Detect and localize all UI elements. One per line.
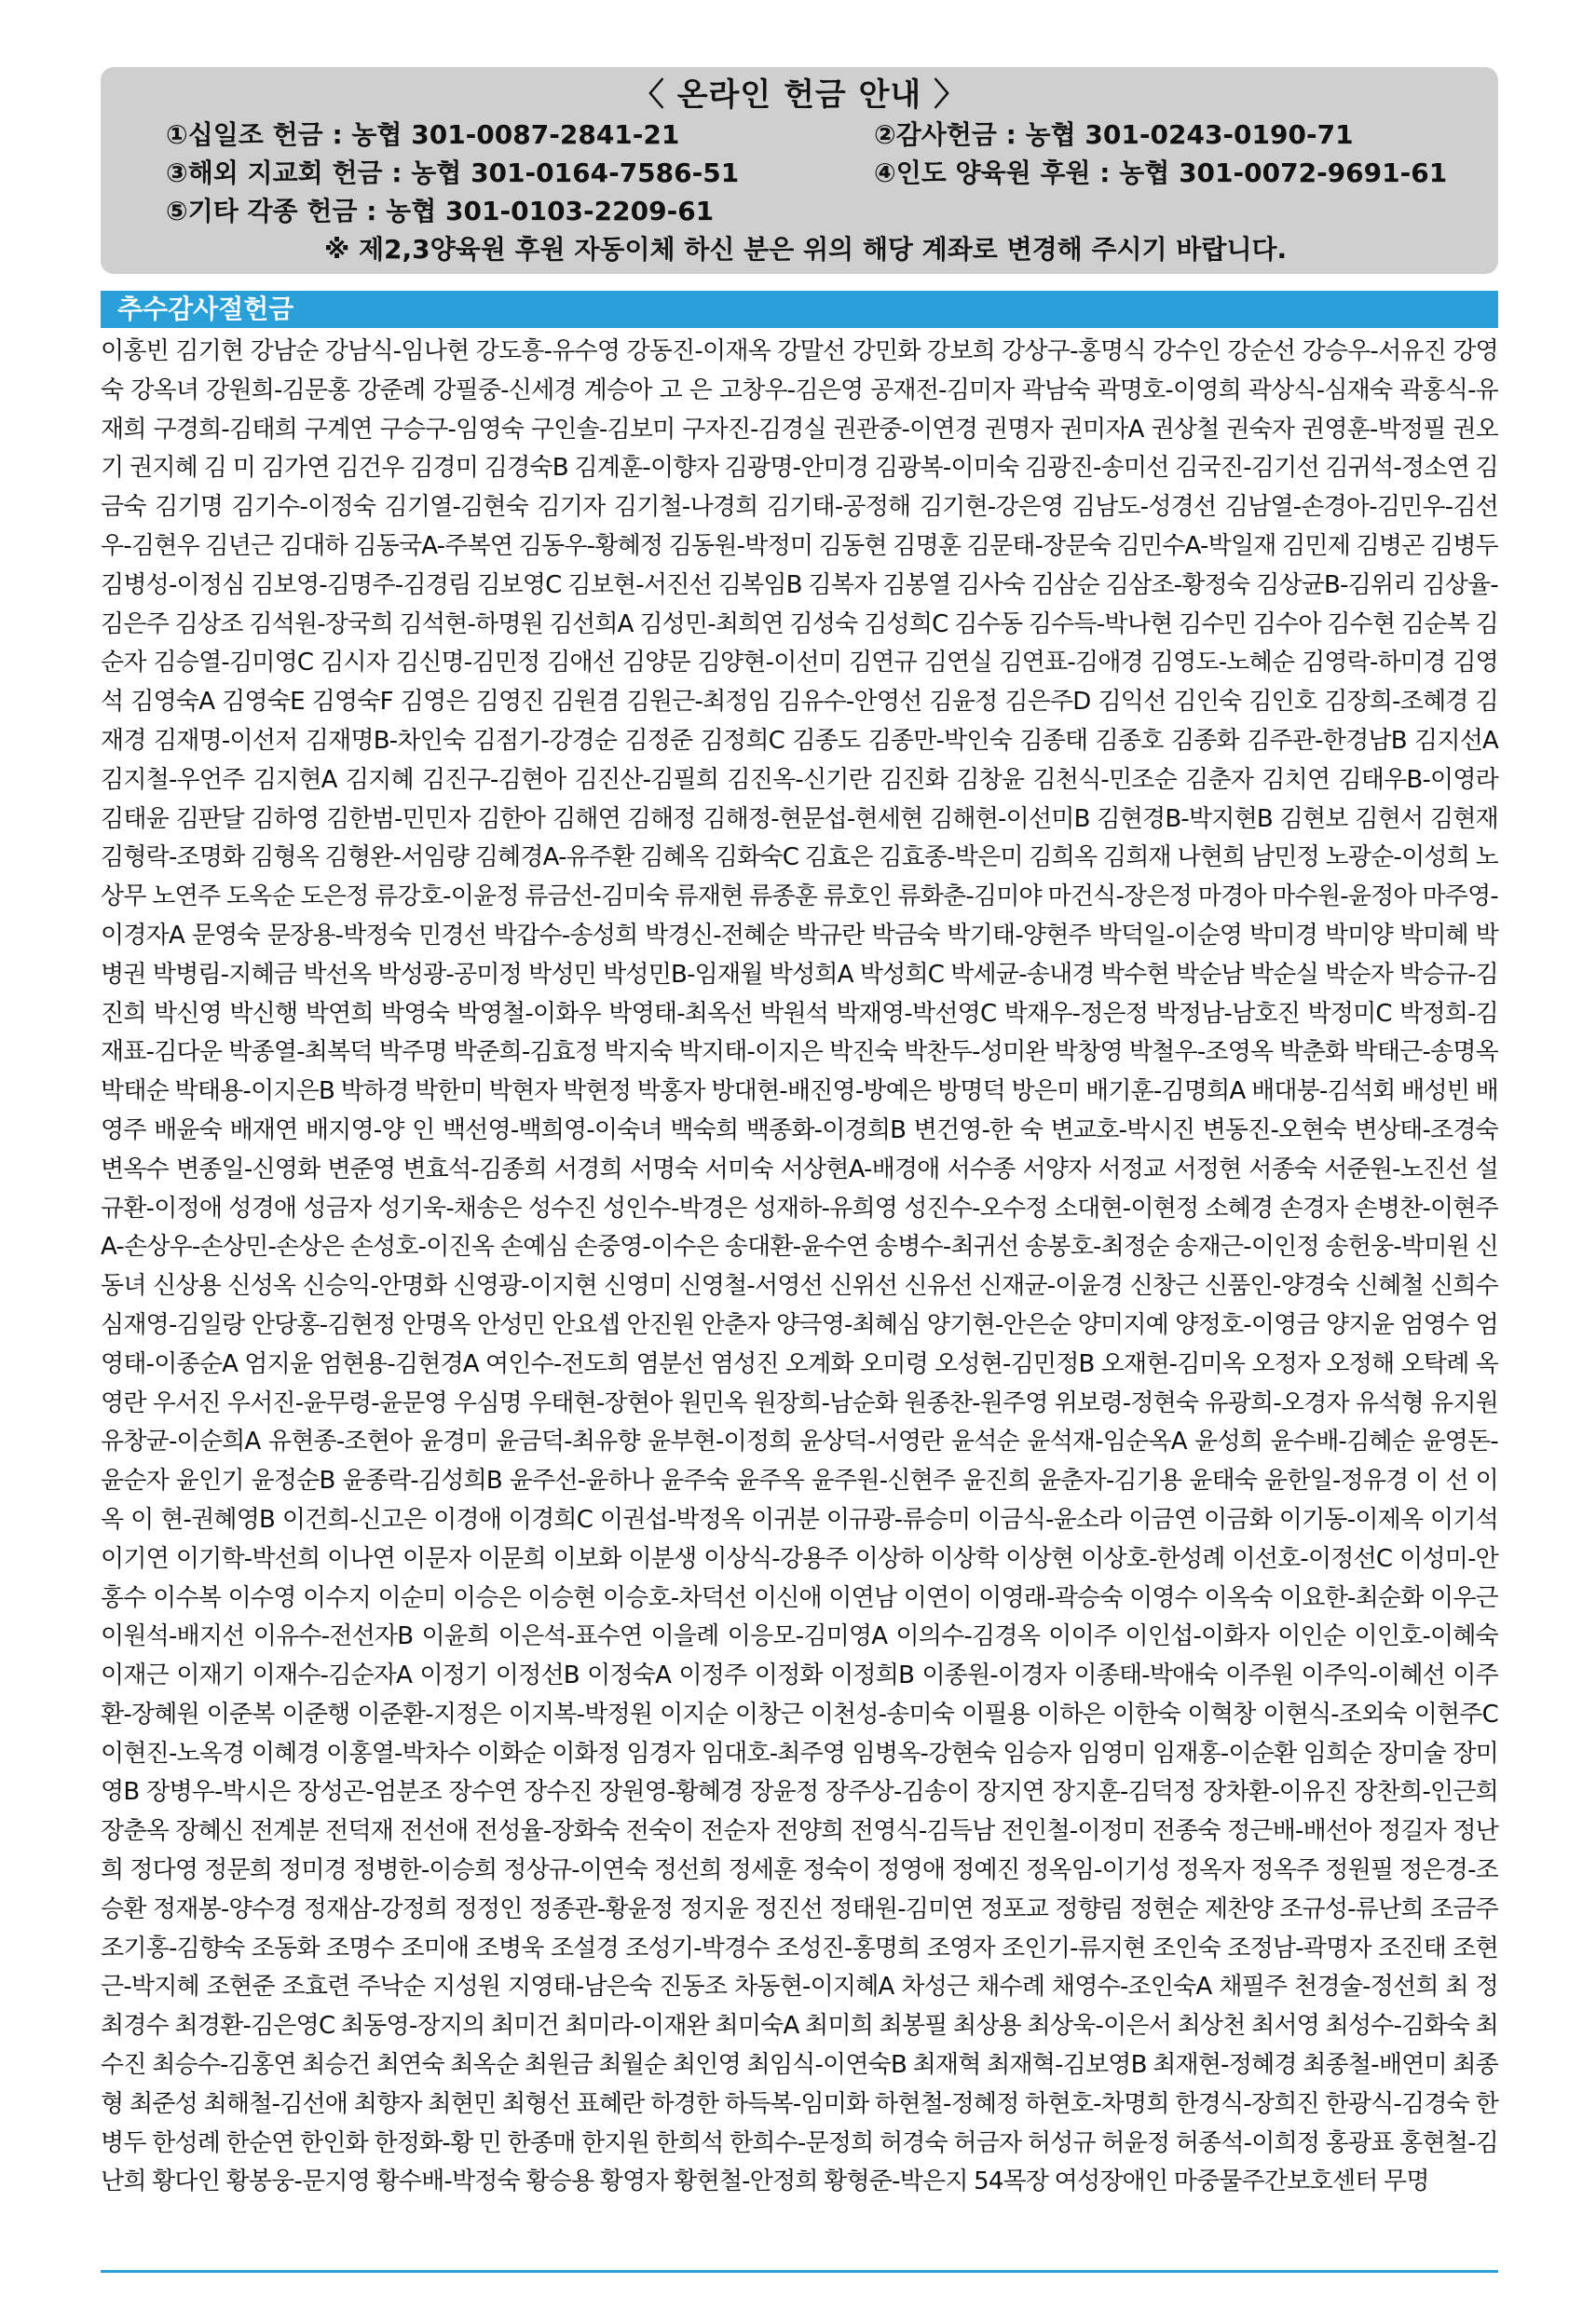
notice-note: ※ 제2,3양육원 후원 자동이체 하신 분은 위의 해당 계좌로 변경해 주시기 바랍니다. — [324, 234, 1288, 265]
section-header-bar — [101, 291, 1498, 328]
account-thanksgiving: ②감사헌금 : 농협 301-0243-0190-71 — [874, 119, 1354, 150]
account-other: ⑤기타 각종 헌금 : 농협 301-0103-2209-61 — [166, 196, 715, 226]
bottom-divider — [101, 2270, 1498, 2273]
online-offering-notice — [101, 67, 1498, 274]
donor-name-list: 이홍빈 김기현 강남순 강남식-임나현 강도흥-유수영 강동진-이재옥 강말선 강민화 강보희 강상구-홍명식 강수인 강순선 강승우-서유진 강영숙 강옥녀 강원희-김문홍 강준례 강필중-신세경 계승아 고 은 고창우-김은영 공재전-김미자 곽남숙 곽명호-이영희 곽상식-심재숙 곽홍식-유재희 구경희-김태희 구계연 구승구-임영숙 구인솔-김보미 구자진-김경실 권관중-이연경 권명자 권미자A 권상철 권숙자 권영훈-박정필 권오기 권지혜 김 미 김가연 김건우 김경미 김경숙B 김계훈-이향자 김광명-안미경 김광복-이미숙 김광진-송미선 김국진-김기선 김귀석-정소연 김금숙 김기명 김기수-이정숙 김기열-김현숙 김기자 김기철-나경희 김기태-공정해 김기현-강은영 김남도-성경선 김남열-손경아-김민우-김선우-김현우 김년근 김대하 김동국A-주복연 김동우-황혜정 김동원-박정미 김동현 김명훈 김문태-장문숙 김민수A-박일재 김민제 김병곤 김병두 김병성-이정심 김보영-김명주-김경림 김보영C 김보현-서진선 김복임B 김복자 김봉열 김사숙 김삼순 김삼조-황정숙 김상균B-김위리 김상율-김은주 김상조 김석원-장국희 김석현-하명원 김선희A 김성민-최희연 김성숙 김성희C 김수동 김수득-박나현 김수민 김수아 김수현 김순복 김순자 김승열-김미영C 김시자 김신명-김민정 김애선 김양문 김양현-이선미 김연규 김연실 김연표-김애경 김영도-노혜순 김영락-하미경 김영석 김영숙A 김영숙E 김영숙F 김영은 김영진 김원겸 김원근-최정임 김유수-안영선 김윤정 김은주D 김익선 김인숙 김인호 김장희-조혜경 김재경 김재명-이선저 김재명B-차인숙 김점기-강경순 김정준 김정희C 김종도 김종만-박인숙 김종태 김종호 김종화 김주관-한경남B 김지선A 김지철-우언주 김지현A 김지혜 김진구-김현아 김진산-김필희 김진옥-신기란 김진화 김창윤 김천식-민조순 김춘자 김치연 김태우B-이영라 김태윤 김판달 김하영 김한범-민민자 김한아 김해연 김해정 김해정-현문섭-현세현 김해현-이선미B 김현경B-박지현B 김현보 김현서 김현재 김형락-조명화 김형옥 김형완-서임량 김혜경A-유주환 김혜옥 김화숙C 김효은 김효종-박은미 김희옥 김희재 나현희 남민정 노광순-이성희 노상무 노연주 도옥순 도은정 류강호-이윤정 류금선-김미숙 류재현 류종훈 류호인 류화춘-김미야 마건식-장은정 마경아 마수원-윤정아 마주영-이경자A 문영숙 문장용-박정숙 민경선 박갑수-송성희 박경신-전혜순 박규란 박금숙 박기태-양현주 박덕일-이순영 박미경 박미양 박미혜 박병권 박병림-지혜금 박선옥 박성광-공미정 박성민 박성민B-임재월 박성희A 박성희C 박세균-송내경 박수현 박순남 박순실 박순자 박승규-김진희 박신영 박신행 박연희 박영숙 박영철-이화우 박영태-최옥선 박원석 박재영-박선영C 박재우-정은정 박정남-남호진 박정미C 박정희-김재표-김다운 박종열-최복덕 박주명 박준희-김효정 박지숙 박지태-이지은 박진숙 박찬두-성미완 박창영 박철우-조영옥 박춘화 박태근-송명옥 박태순 박태용-이지은B 박하경 박한미 박현자 박현정 박홍자 방대현-배진영-방예은 방명덕 방은미 배기훈-김명희A 배대붕-김석회 배성빈 배영주 배윤숙 배재연 배지영-양 인 백선영-백희영-이숙녀 백숙희 백종화-이경희B 변건영-한 숙 변교호-박시진 변동진-오현숙 변상태-조경숙 변옥수 변종일-신영화 변준영 변효석-김종희 서경희 서명숙 서미숙 서상현A-배경애 서수종 서양자 서정교 서정현 서종숙 서준원-노진선 설규환-이정애 성경애 성금자 성기욱-채송은 성수진 성인수-박경은 성재하-유희영 성진수-오수정 소대현-이현정 소혜경 손경자 손병찬-이현주A-손상우-손상민-손상은 손성호-이진옥 손예심 손중영-이수은 송대환-윤수연 송병수-최귀선 송봉호-최정순 송재근-이인정 송헌웅-박미원 신동녀 신상용 신성옥 신승익-안명화 신영광-이지현 신영미 신영철-서영선 신위선 신유선 신재균-이윤경 신창근 신품인-양경숙 신혜철 신희수 심재영-김일랑 안당홍-김현정 안명옥 안성민 안요셉 안진원 안춘자 양극영-최혜심 양기현-안은순 양미지예 양정호-이영금 양지윤 엄영수 엄영태-이종순A 엄지윤 엄현용-김현경A 여인수-전도희 염분선 염성진 오계화 오미령 오성현-김민정B 오재현-김미옥 오정자 오정해 오탁례 옥영란 우서진 우서진-윤무령-윤문영 우심명 우태현-장현아 원민옥 원장희-남순화 원종찬-원주영 위보령-정현숙 유광희-오경자 유석형 유지원 유창균-이순희A 유현종-조현아 윤경미 윤금덕-최유향 윤부현-이정희 윤상덕-서영란 윤석순 윤석재-임순옥A 윤성희 윤수배-김혜순 윤영돈-윤순자 윤인기 윤정순B 윤종락-김성희B 윤주선-윤하나 윤주숙 윤주옥 윤주원-신현주 윤진희 윤춘자-김기용 윤태숙 윤한일-정유경 이 선 이 옥 이 현-권혜영B 이건희-신고은 이경애 이경희C 이권섭-박정옥 이귀분 이규광-류승미 이금식-윤소라 이금연 이금화 이기동-이제옥 이기석 이기연 이기학-박선희 이나연 이문자 이문희 이보화 이분생 이상식-강용주 이상하 이상학 이상현 이상호-한성례 이선호-이정선C 이성미-안홍수 이수복 이수영 이수지 이순미 이승은 이승현 이승호-차덕선 이신애 이연남 이연이 이영래-곽승숙 이영수 이옥숙 이요한-최순화 이우근 이원석-배지선 이유수-전선자B 이윤희 이은석-표수연 이을례 이응모-김미영A 이의수-김경옥 이이주 이인섭-이화자 이인순 이인호-이혜숙 이재근 이재기 이재수-김순자A 이정기 이정선B 이정숙A 이정주 이정화 이정희B 이종원-이경자 이종태-박애숙 이주원 이주익-이혜선 이주환-장혜원 이준복 이준행 이준환-지정은 이지복-박정원 이지순 이창근 이천성-송미숙 이필용 이하은 이한숙 이혁창 이현식-조외숙 이현주C 이현진-노옥경 이혜경 이홍열-박차수 이화순 이화정 임경자 임대호-최주영 임병옥-강현숙 임승자 임영미 임재홍-이순환 임희순 장미술 장미영B 장병우-박시은 장성곤-엄분조 장수연 장수진 장원영-황혜경 장윤정 장주상-김송이 장지연 장지훈-김덕정 장차환-이유진 장찬희-인근희 장춘옥 장혜신 전계분 전덕재 전선애 전성율-장화숙 전숙이 전순자 전양희 전영식-김득남 전인철-이정미 전종숙 정근배-배선아 정길자 정난희 정다영 정문희 정미경 정병한-이승희 정상규-이연숙 정선희 정세훈 정숙이 정영애 정예진 정옥임-이기성 정옥자 정옥주 정원필 정은경-조승환 정재봉-양수경 정재삼-강정희 정정인 정종관-황윤정 정지윤 정진선 정태원-김미연 정포교 정향림 정현순 제찬양 조규성-류난희 조금주 조기홍-김향숙 조동화 조명수 조미애 조병욱 조설경 조성기-박경수 조성진-홍명희 조영자 조인기-류지현 조인숙 조정남-곽명자 조진태 조현근-박지혜 조현준 조효련 주낙순 지성원 지영태-남은숙 진동조 차동현-이지혜A 차성근 채수례 채영수-조인숙A 채필주 천경술-정선희 최 정 최경수 최경환-김은영C 최동영-장지의 최미건 최미라-이재완 최미숙A 최미희 최봉필 최상용 최상욱-이은서 최상천 최서영 최성수-김화숙 최수진 최승수-김홍연 최승건 최연숙 최옥순 최원금 최월순 최인영 최임식-이연숙B 최재혁 최재혁-김보영B 최재현-정혜경 최종철-배연미 최종형 최준성 최해철-김선애 최향자 최현민 최형선 표혜란 하경한 하득복-임미화 하현철-정혜정 하현호-차명희 한경식-장희진 한광식-김경숙 한병두 한성례 한순연 한인화 한정화-황 민 한종매 한지원 한희석 한희수-문정희 허경숙 허금자 허성규 허윤정 허종석-이희정 홍광표 홍현철-김난희 황다인 황봉웅-문지영 황수배-박정숙 황승용 황영자 황현철-안정희 황형준-박은지 54목장 여성장애인 마중물주간보호센터 무명 — [101, 337, 1498, 2196]
account-list — [166, 116, 1448, 230]
account-india-orphanage: ④인도 양육원 후원 : 농협 301-0072-9691-61 — [874, 157, 1448, 188]
account-tithe: ①십일조 헌금 : 농협 301-0087-2841-21 — [166, 119, 680, 150]
section-title: 추수감사절헌금 — [117, 294, 294, 324]
account-overseas-branch: ③해외 지교회 헌금 : 농협 301-0164-7586-51 — [166, 157, 740, 188]
notice-title: 〈 온라인 헌금 안내 〉 — [632, 76, 967, 114]
